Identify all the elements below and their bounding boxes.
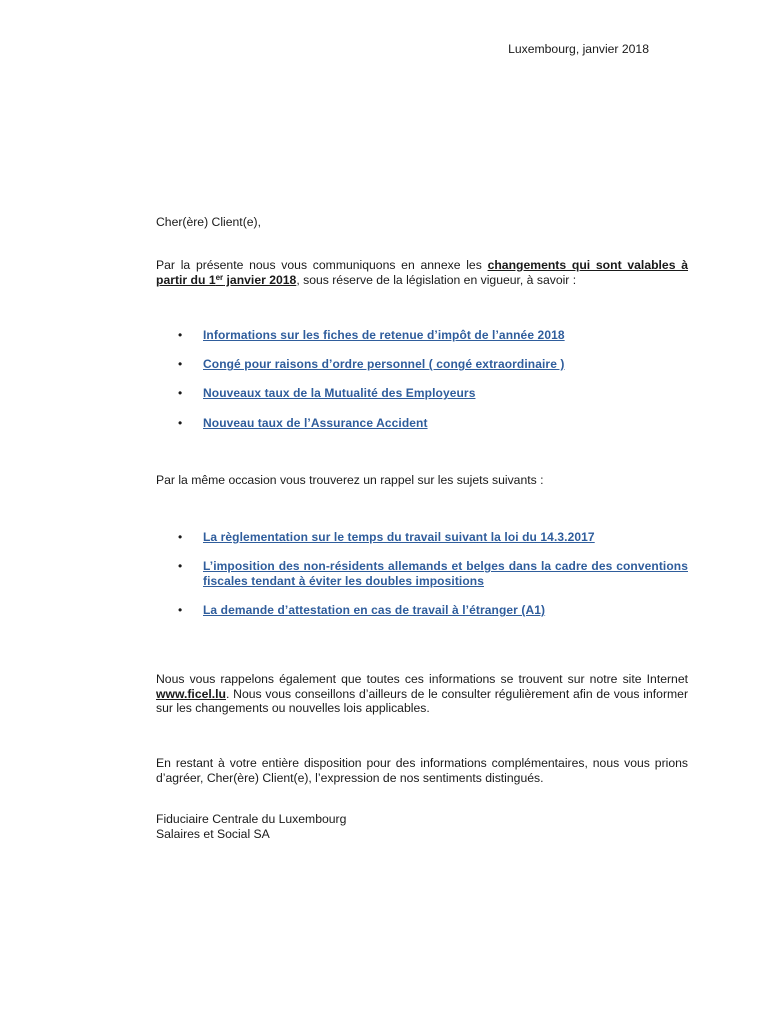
intro-highlight-part2: janvier 2018 (223, 272, 297, 287)
link-imposition-non-residents[interactable]: L’imposition des non-résidents allemands et belges dans la cadre des conventions fiscales tendant à éviter les doubles impositions (203, 559, 688, 588)
website-text-before: Nous vous rappelons également que toutes ces informations se trouvent sur notre site Internet (156, 672, 688, 686)
list-item (156, 328, 688, 343)
intro-text-after: , sous réserve de la législation en vigueur, à savoir : (296, 272, 577, 287)
salutation: Cher(ère) Client(e), (156, 215, 261, 229)
link-conge-personnel[interactable]: Congé pour raisons d’ordre personnel ( congé extraordinaire ) (203, 357, 565, 372)
bullet-icon: • (178, 530, 183, 544)
signature-block (156, 812, 688, 841)
intro-superscript: er (215, 272, 224, 282)
link-mutualite[interactable]: Nouveaux taux de la Mutualité des Employeurs (203, 386, 476, 401)
list-item (156, 530, 688, 545)
list-item (156, 357, 688, 372)
website-link[interactable]: www.ficel.lu (156, 686, 226, 701)
bullet-icon: • (178, 328, 183, 342)
bullet-icon: • (178, 357, 183, 372)
bullet-icon: • (178, 415, 183, 430)
signature-entity: Salaires et Social SA (156, 826, 270, 841)
link-assurance-accident[interactable]: Nouveau taux de l’Assurance Accident (203, 415, 428, 430)
website-text-after: . Nous vous conseillons d’ailleurs de le consulter régulièrement afin de vous informer sur les changements ou nouvelles lois applicables. (156, 686, 688, 716)
signature-company: Fiduciaire Centrale du Luxembourg (156, 812, 347, 826)
bullet-icon: • (178, 559, 183, 574)
list-item (156, 386, 688, 401)
reminder-intro: Par la même occasion vous trouverez un rappel sur les sujets suivants : (156, 473, 544, 487)
intro-highlight-part1: changements qui sont valables à partir du 1 (156, 258, 689, 287)
list-item (156, 603, 688, 618)
reminder-list (156, 530, 688, 632)
link-attestation-a1[interactable]: La demande d’attestation en cas de travail à l’étranger (A1) (203, 602, 546, 617)
bullet-icon: • (178, 602, 183, 617)
link-temps-travail[interactable]: La règlementation sur le temps du travail suivant la loi du 14.3.2017 (203, 530, 595, 544)
bullet-icon: • (178, 386, 183, 401)
website-paragraph (156, 672, 688, 716)
link-fiches-retenue[interactable]: Informations sur les fiches de retenue d’impôt de l’année 2018 (203, 328, 565, 342)
intro-text-before: Par la présente nous vous communiquons en annexe les (156, 258, 488, 272)
list-item (156, 416, 688, 431)
list-item (156, 559, 688, 588)
closing-paragraph: En restant à votre entière disposition pour des informations complémentaires, nous vous prions d’agréer, Cher(ère) Client(e), l’expression de nos sentiments distingués. (156, 756, 688, 785)
letter-date: Luxembourg, janvier 2018 (508, 42, 649, 56)
intro-paragraph (156, 258, 688, 287)
changes-list (156, 328, 688, 445)
